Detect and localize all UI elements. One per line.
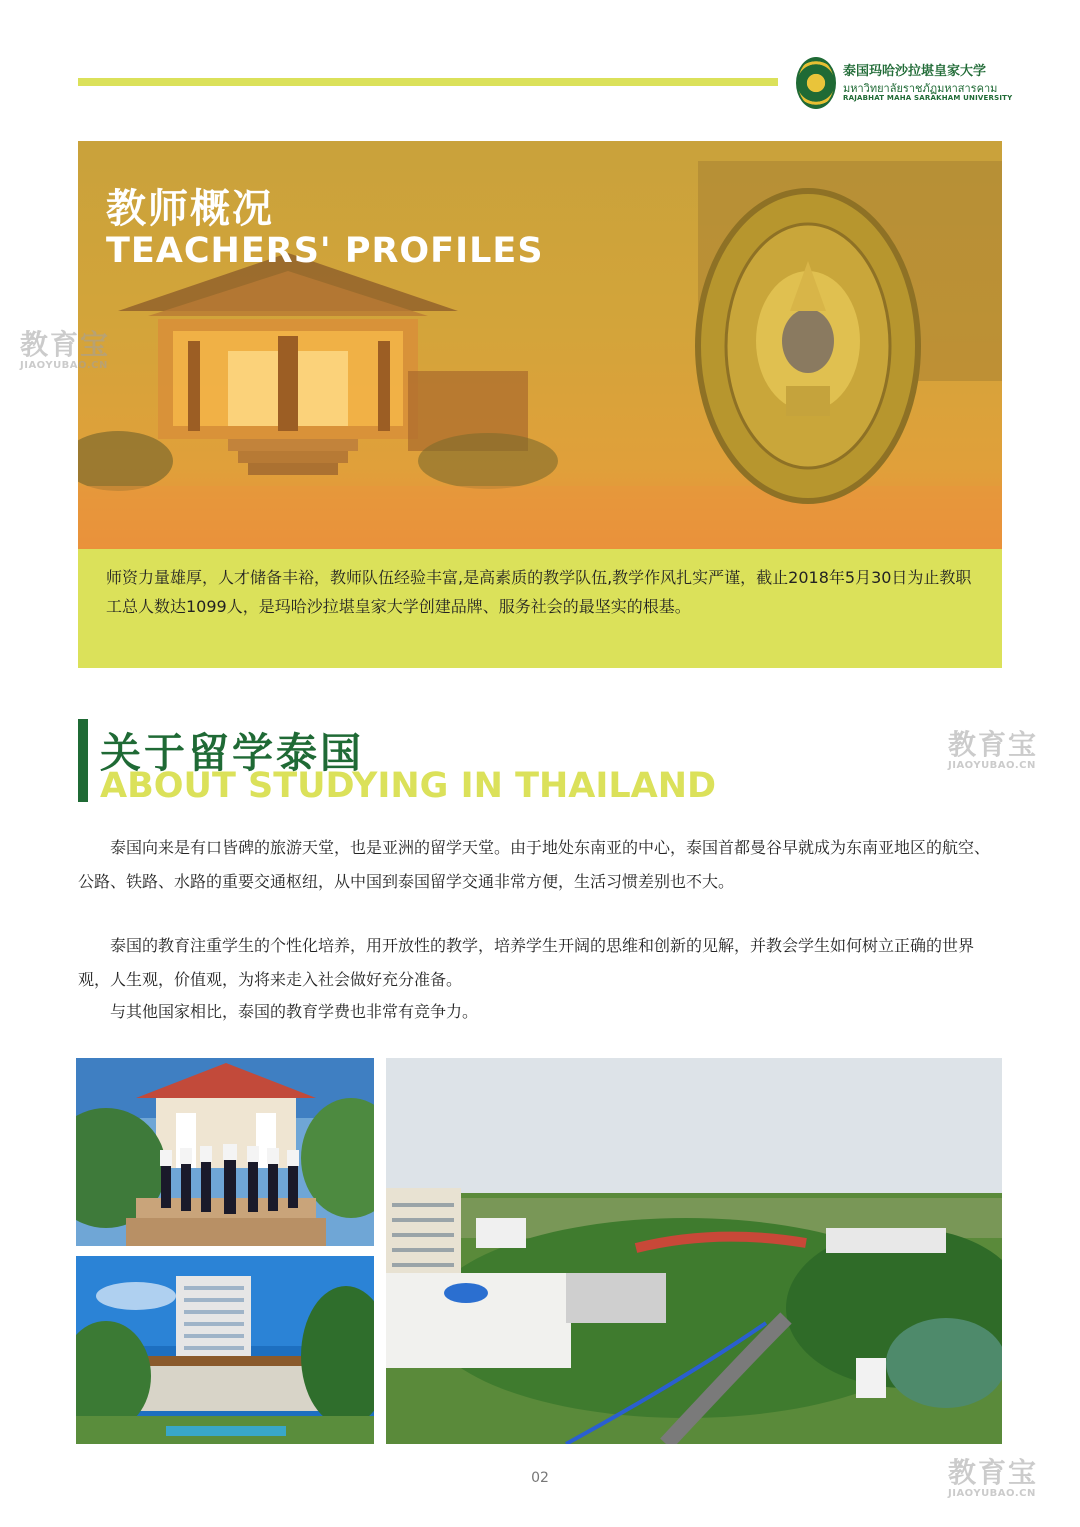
paragraph-1: 泰国向来是有口皆碑的旅游天堂，也是亚洲的留学天堂。由于地处东南亚的中心，泰国首都曼谷早就成为东南亚地区的航空、公路、铁路、水路的重要交通枢纽，从中国到泰国留学交通非常方便，生活习惯差别也不大。 [78, 838, 991, 891]
photo-students [76, 1058, 374, 1246]
section-title-en: ABOUT STUDYING IN THAILAND [100, 766, 717, 806]
university-seal-icon [796, 57, 836, 109]
watermark-3 [948, 1458, 1038, 1499]
watermark-en: JIAOYUBAO.CN [948, 760, 1036, 771]
header-rule [78, 78, 778, 86]
university-name-en: RAJABHAT MAHA SARAKHAM UNIVERSITY [843, 94, 1013, 102]
banner-title-en: TEACHERS' PROFILES [106, 231, 544, 271]
university-name-cn: 泰国玛哈沙拉堪皇家大学 [843, 64, 987, 79]
watermark-cn: 教育宝 [20, 328, 111, 361]
banner-title-cn: 教师概况 [106, 186, 274, 232]
watermark-1 [20, 330, 110, 371]
page-number: 02 [531, 1470, 549, 1486]
section-accent-bar [78, 719, 88, 802]
photo-campus-building [76, 1256, 374, 1444]
watermark-cn: 教育宝 [948, 728, 1039, 761]
watermark-2 [948, 730, 1038, 771]
watermark-cn: 教育宝 [948, 1456, 1039, 1489]
intro-text: 师资力量雄厚，人才储备丰裕，教师队伍经验丰富,是高素质的教学队伍,教学作风扎实严谨，截止2018年5月30日为止教职工总人数达1099人，是玛哈沙拉堪皇家大学创建品牌、服务社会的最坚实的根基。 [106, 568, 972, 616]
watermark-en: JIAOYUBAO.CN [948, 1488, 1036, 1499]
paragraph-2: 泰国的教育注重学生的个性化培养，用开放性的教学，培养学生开阔的思维和创新的见解，并教会学生如何树立正确的世界观，人生观，价值观，为将来走入社会做好充分准备。 [78, 936, 975, 989]
photo-aerial-campus [386, 1058, 1002, 1444]
banner-image [78, 141, 1002, 549]
paragraph-3: 与其他国家相比，泰国的教育学费也非常有竞争力。 [110, 1002, 479, 1021]
watermark-en: JIAOYUBAO.CN [20, 360, 108, 371]
university-name-th: มหาวิทยาลัยราชภัฏมหาสารคาม [843, 82, 998, 95]
section-title-cn: 关于留学泰国 [100, 729, 364, 777]
